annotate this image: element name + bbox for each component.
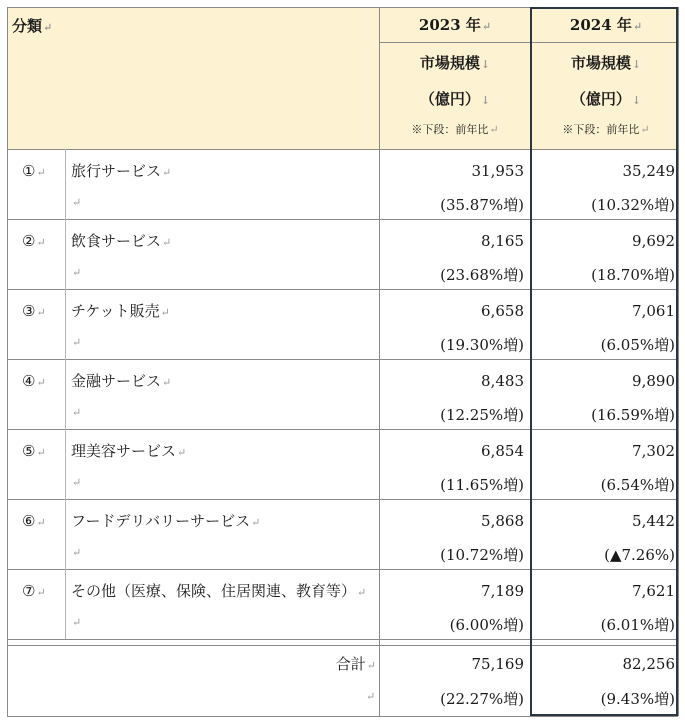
metric-label-2 [531, 53, 681, 73]
grid-line-h [7, 645, 678, 646]
row-3-growth-2023-text: (19.30%増) [440, 336, 524, 354]
row-6-growth-2023 [381, 545, 524, 565]
total-value-2023 [381, 654, 524, 674]
row-4-growth-2024-text: (16.59%増) [591, 406, 675, 424]
row-1-growth-2023 [381, 195, 524, 215]
row-6-value-2023-text: 5,868 [481, 512, 524, 530]
row-4-growth-2024 [532, 405, 675, 425]
total-value-2024 [532, 654, 675, 674]
paragraph-mark: ↵ [251, 516, 261, 529]
row-1-value-2024 [532, 161, 675, 181]
row-2-name [71, 231, 376, 251]
paragraph-mark: ↵ [160, 306, 170, 319]
year-header-2-text: 2024 年 [569, 16, 632, 34]
row-2-growth-2023-text: (23.68%増) [440, 266, 524, 284]
unit-label-2 [531, 89, 681, 109]
grid-line-v [678, 7, 679, 716]
paragraph-mark: ↓ [631, 94, 642, 107]
row-5-name-text: 理美容サービス [71, 442, 177, 460]
paragraph-mark: ↵ [162, 376, 172, 389]
row-6-value-2024 [532, 511, 675, 531]
row-7-value-2024-text: 7,621 [632, 582, 675, 600]
paragraph-mark: ↵ [481, 20, 492, 33]
row-2-number-text: ② [22, 232, 36, 250]
row-5-name [71, 441, 376, 461]
row-7-value-2023 [381, 581, 524, 601]
row-3-number-text: ③ [22, 302, 36, 320]
row-6-value-2024-text: 5,442 [632, 512, 675, 530]
row-1-growth-2024-text: (10.32%増) [591, 196, 675, 214]
paragraph-mark: ↵ [162, 166, 172, 179]
paragraph-mark: ↵ [366, 690, 376, 703]
paragraph-mark: ↵ [640, 123, 650, 136]
year-header-1 [380, 15, 530, 35]
row-4-growth-2023-text: (12.25%増) [440, 406, 524, 424]
paragraph-mark: ↵ [36, 516, 46, 529]
row-6-number-text: ⑥ [22, 512, 36, 530]
grid-line-h [7, 716, 678, 717]
row-6-growth-2023-text: (10.72%増) [440, 546, 524, 564]
row-7-name [71, 581, 376, 601]
total-value-2024-text: 82,256 [622, 655, 675, 673]
row-4-name [71, 371, 376, 391]
row-2-value-2023 [381, 231, 524, 251]
row-5-growth-2024 [532, 475, 675, 495]
row-3-value-2024-text: 7,061 [632, 302, 675, 320]
row-5-value-2023-text: 6,854 [481, 442, 524, 460]
paragraph-mark: ↵ [366, 659, 376, 672]
row-1-name [71, 161, 376, 181]
total-growth-2024-text: (9.43%増) [600, 690, 675, 708]
paragraph-mark: ↵ [36, 236, 46, 249]
year-header-1-text: 2023 年 [418, 16, 481, 34]
row-4-value-2024 [532, 371, 675, 391]
row-5-number [22, 441, 62, 461]
metric-label-1-text: 市場規模 [419, 54, 480, 72]
grid-line-h [7, 429, 678, 430]
row-6-number [22, 511, 62, 531]
row-3-name-text: チケット販売 [71, 302, 160, 320]
row-1-growth-2024 [532, 195, 675, 215]
grid-line-h [379, 42, 679, 43]
paragraph-mark: ↵ [72, 546, 82, 559]
row-3-value-2023-text: 6,658 [481, 302, 524, 320]
grid-line-h [7, 149, 678, 150]
unit-label-2-text: （億円） [570, 90, 631, 108]
paragraph-mark: ↵ [72, 616, 82, 629]
row-1-name-text: 旅行サービス [71, 162, 162, 180]
row-7-growth-2024 [532, 615, 675, 635]
row-6-name [71, 511, 376, 531]
paragraph-mark: ↵ [36, 376, 46, 389]
row-5-growth-2023 [381, 475, 524, 495]
row-1-number [22, 161, 62, 181]
paragraph-mark: ↵ [489, 123, 499, 136]
paragraph-mark: ↵ [36, 586, 46, 599]
row-4-number-text: ④ [22, 372, 36, 390]
paragraph-mark: ↵ [72, 266, 82, 279]
note-label-1 [380, 120, 530, 140]
row-2-growth-2024 [532, 265, 675, 285]
note-label-1-text: ※下段：前年比 [411, 123, 489, 136]
category-header [12, 16, 112, 36]
row-1-value-2024-text: 35,249 [622, 162, 675, 180]
row-4-growth-2023 [381, 405, 524, 425]
row-3-growth-2024 [532, 335, 675, 355]
row-3-growth-2024-text: (6.05%増) [600, 336, 675, 354]
paragraph-mark: ↵ [72, 196, 82, 209]
paragraph-mark: ↵ [72, 336, 82, 349]
row-3-growth-2023 [381, 335, 524, 355]
unit-label-1-text: （億円） [419, 90, 480, 108]
paragraph-mark: ↵ [632, 20, 643, 33]
row-4-value-2023-text: 8,483 [481, 372, 524, 390]
row-6-name-text: フードデリバリーサービス [71, 512, 251, 530]
row-1-number-text: ① [22, 162, 36, 180]
grid-line-h [7, 569, 678, 570]
grid-line-h [7, 289, 678, 290]
row-5-value-2024-text: 7,302 [632, 442, 675, 460]
year-header-2 [531, 15, 681, 35]
row-2-growth-2024-text: (18.70%増) [591, 266, 675, 284]
row-7-value-2024 [532, 581, 675, 601]
row-6-value-2023 [381, 511, 524, 531]
grid-line-v [7, 7, 8, 716]
grid-line-v [65, 149, 66, 639]
grid-line-h [7, 7, 678, 8]
paragraph-mark: ↵ [36, 306, 46, 319]
paragraph-mark: ↵ [36, 446, 46, 459]
total-growth-2023-text: (22.27%増) [440, 690, 524, 708]
paragraph-mark: ↓ [631, 58, 642, 71]
row-3-name [71, 301, 376, 321]
row-7-name-text: その他（医療、保険、住居関連、教育等） [71, 582, 357, 600]
category-header-text: 分類 [12, 17, 43, 35]
row-6-growth-2024 [532, 545, 675, 565]
row-2-growth-2023 [381, 265, 524, 285]
total-value-2023-text: 75,169 [471, 655, 524, 673]
row-2-value-2024-text: 9,692 [632, 232, 675, 250]
row-7-value-2023-text: 7,189 [481, 582, 524, 600]
grid-line-v [379, 7, 380, 716]
row-5-growth-2023-text: (11.65%増) [440, 476, 524, 494]
row-7-number [22, 581, 62, 601]
row-7-growth-2023 [381, 615, 524, 635]
row-1-value-2023 [381, 161, 524, 181]
row-5-number-text: ⑤ [22, 442, 36, 460]
paragraph-mark: ↵ [72, 476, 82, 489]
grid-line-h [7, 219, 678, 220]
note-label-2 [531, 120, 681, 140]
total-growth-2024 [532, 689, 675, 709]
paragraph-mark: ↵ [177, 446, 187, 459]
row-5-growth-2024-text: (6.54%増) [600, 476, 675, 494]
paragraph-mark: ↵ [72, 406, 82, 419]
row-4-name-text: 金融サービス [71, 372, 162, 390]
paragraph-mark: ↵ [162, 236, 172, 249]
row-7-number-text: ⑦ [22, 582, 36, 600]
total-growth-2023 [381, 689, 524, 709]
row-6-growth-2024-text: (▲7.26%) [604, 546, 675, 564]
row-1-value-2023-text: 31,953 [471, 162, 524, 180]
total-label-text: 合計 [335, 655, 366, 673]
row-3-value-2024 [532, 301, 675, 321]
row-1-growth-2023-text: (35.87%増) [440, 196, 524, 214]
paragraph-mark: ↵ [36, 166, 46, 179]
paragraph-mark: ↓ [480, 94, 491, 107]
grid-line-h [7, 359, 678, 360]
metric-label-1 [380, 53, 530, 73]
row-3-value-2023 [381, 301, 524, 321]
row-3-number [22, 301, 62, 321]
grid-line-h [7, 639, 678, 640]
paragraph-mark: ↵ [43, 21, 53, 34]
row-4-value-2024-text: 9,890 [632, 372, 675, 390]
grid-line-h [7, 499, 678, 500]
row-2-value-2024 [532, 231, 675, 251]
row-4-value-2023 [381, 371, 524, 391]
paragraph-mark: ↵ [357, 586, 367, 599]
note-label-2-text: ※下段：前年比 [562, 123, 640, 136]
row-7-growth-2023-text: (6.00%増) [449, 616, 524, 634]
total-label [200, 654, 376, 674]
row-4-number [22, 371, 62, 391]
unit-label-1 [380, 89, 530, 109]
grid-line-v [530, 7, 531, 716]
row-2-number [22, 231, 62, 251]
metric-label-2-text: 市場規模 [570, 54, 631, 72]
row-7-growth-2024-text: (6.01%増) [600, 616, 675, 634]
row-2-name-text: 飲食サービス [71, 232, 162, 250]
paragraph-mark: ↓ [480, 58, 491, 71]
row-5-value-2024 [532, 441, 675, 461]
row-5-value-2023 [381, 441, 524, 461]
row-2-value-2023-text: 8,165 [481, 232, 524, 250]
